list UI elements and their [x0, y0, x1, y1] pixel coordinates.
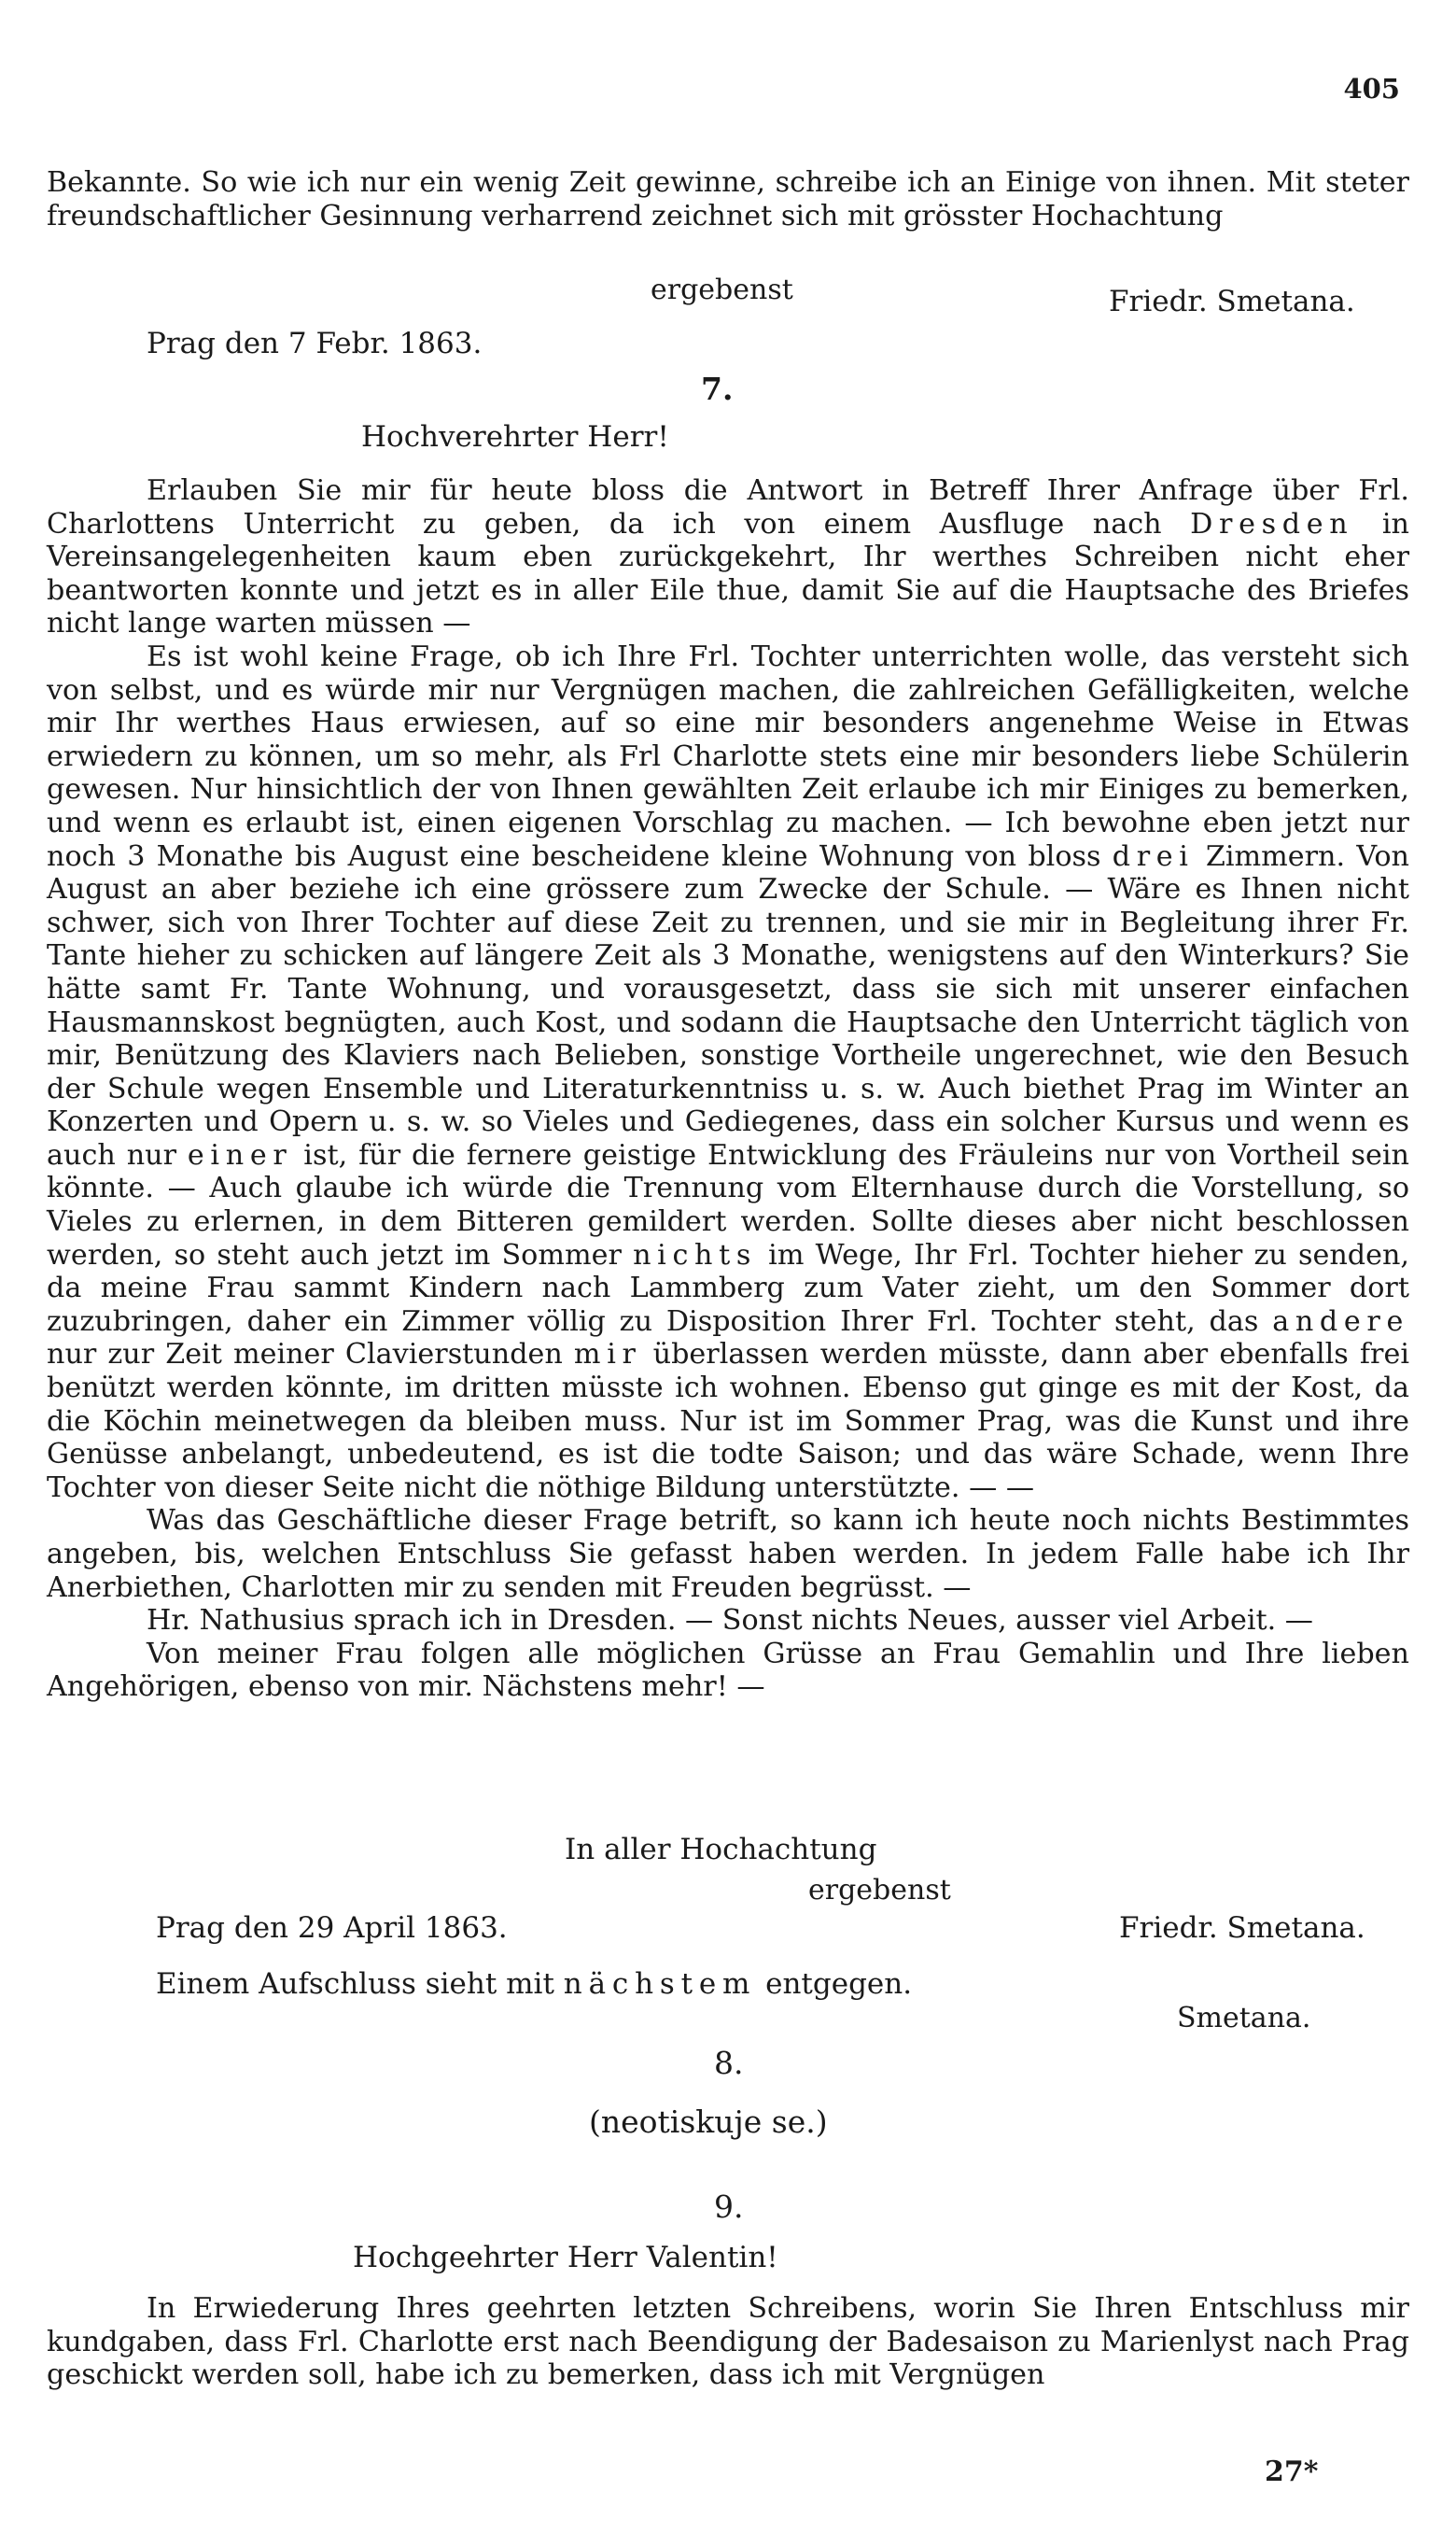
letter7-body: [47, 474, 1409, 1704]
letter7-p2-text-f: überlassen werden müsste, dann aber ebenfalls frei benützt werden könnte, im dritten müsste ich wohnen. Ebenso gut ginge es mit der Kost, da die Köchin meinetwegen da bleiben muss. Nur ist im Sommer Prag, was die Kunst und ihre Genüsse anbelangt, unbedeutend, es ist die todte Saison; und das wäre Schade, wenn Ihre Tochter von dieser Seite nicht die nöthige Bildung unterstützte. — —: [47, 1338, 1409, 1504]
letter7-p2-einer: einer: [187, 1138, 293, 1172]
letter7-ps-spaced: nächstem: [563, 1967, 757, 2001]
letter7-p2-text-d: im Wege, Ihr Frl. Tochter hieher zu senden, da meine Frau sammt Kindern nach Lammberg zum Vater zieht, um den Sommer dort zuzubringen, daher ein Zimmer völlig zu Disposition Ihrer Frl. Tochter steht, das: [47, 1238, 1409, 1338]
letter6-place-date: Prag den 7 Febr. 1863.: [147, 327, 483, 360]
letter7-closing: In aller Hochachtung: [565, 1833, 877, 1866]
letter7-paragraph-1: [47, 474, 1409, 640]
folio-mark: 27*: [1265, 2456, 1319, 2488]
letter7-paragraph-4: Hr. Nathusius sprach ich in Dresden. — Sonst nichts Neues, ausser viel Arbeit. —: [147, 1604, 1313, 1638]
letter7-postscript: [156, 1967, 912, 2001]
letter7-p1-dresden: Dresden: [1190, 507, 1354, 541]
letter6-signature: Friedr. Smetana.: [1109, 285, 1355, 318]
letter7-number: 7.: [701, 371, 734, 407]
letter7-salutation: Hochverehrter Herr!: [361, 420, 669, 454]
letter7-p2-text-a: Es ist wohl keine Frage, ob ich Ihre Frl. Tochter unterrichten wolle, das versteht sich von selbst, und es würde mir nur Vergnügen machen, die zahlreichen Gefälligkeiten, welche mir Ihr werthes Haus erwiesen, auf so eine mir besonders angenehme Weise in Etwas erwiedern zu können, um so mehr, als Frl Charlotte stets eine mir besonders liebe Schülerin gewesen. Nur hinsichtlich der von Ihnen gewählten Zeit erlaube ich mir Einiges zu bemerken, und wenn es erlaubt ist, einen eigenen Vorschlag zu machen. — Ich bewohne eben jetzt nur noch 3 Monathe bis August eine bescheidene kleine Wohnung von bloss: [47, 640, 1409, 873]
letter7-ergebenst: ergebenst: [808, 1874, 951, 1907]
letter6-closing: [47, 166, 1409, 232]
letter7-p1-text-a: Erlauben Sie mir für heute bloss die Antwort in Betreff Ihrer Anfrage über Frl. Charlottens Unterricht zu geben, da ich von einem Ausfluge nach: [47, 474, 1409, 541]
letter7-p2-text-e: nur zur Zeit meiner Clavierstunden: [47, 1338, 574, 1372]
letter9-paragraph-1: In Erwiederung Ihres geehrten letzten Schreibens, worin Sie Ihren Entschluss mir kundgaben, dass Frl. Charlotte erst nach Beendigung der Badesaison zu Marienlyst nach Prag geschickt werden soll, habe ich zu bemerken, dass ich mit Vergnügen: [47, 2292, 1409, 2392]
letter7-p2-text-b: Zimmern. Von August an aber beziehe ich eine grössere zum Zwecke der Schule. — Wäre es Ihnen nicht schwer, sich von Ihrer Tochter auf diese Zeit zu trennen, und sie mir in Begleitung ihrer Fr. Tante hieher zu schicken auf längere Zeit als 3 Monathe, wenigstens auf den Winterkurs? Sie hätte samt Fr. Tante Wohnung, und vorausgesetzt, dass sie sich mit unserer einfachen Hausmannskost begnügten, auch Kost, und sodann die Hauptsache den Unterricht täglich von mir, Benützung des Klaviers nach Belieben, sonstige Vortheile ungerechnet, wie den Besuch der Schule wegen Ensemble und Literaturkenntniss u. s. w. Auch biethet Prag im Winter an Konzerten und Opern u. s. w. so Vieles und Gediegenes, dass ein solcher Kursus und wenn es auch nur: [47, 839, 1409, 1172]
letter7-ps-signature: Smetana.: [1177, 2002, 1311, 2034]
letter7-p2-nichts: nichts: [633, 1238, 757, 1272]
letter8-number: 8.: [714, 2045, 744, 2081]
letter9-number: 9.: [714, 2188, 744, 2225]
letter7-p2-mir: mir: [573, 1338, 642, 1372]
letter7-ps-text-b: entgegen.: [756, 1967, 913, 2001]
letter7-place-date: Prag den 29 April 1863.: [156, 1911, 508, 1945]
letter7-paragraph-3: Was das Geschäftliche dieser Frage betrift, so kann ich heute noch nichts Bestimmtes angeben, bis, welchen Entschluss Sie gefasst haben werden. In jedem Falle habe ich Ihr Anerbiethen, Charlotten mir zu senden mit Freuden begrüsst. —: [47, 1504, 1409, 1604]
page-number: 405: [1343, 73, 1400, 105]
letter6-closing-paragraph: Bekannte. So wie ich nur ein wenig Zeit gewinne, schreibe ich an Einige von ihnen. Mit steter freundschaftlicher Gesinnung verharrend zeichnet sich mit grösster Hochachtung: [47, 166, 1409, 232]
letter7-p1-text-b: in Vereinsangelegenheiten kaum eben zurückgekehrt, Ihr werthes Schreiben nicht eher beantworten konnte und jetzt es in aller Eile thue, damit Sie auf die Hauptsache des Briefes nicht lange warten müssen —: [47, 507, 1410, 640]
letter7-paragraph-5: Von meiner Frau folgen alle möglichen Grüsse an Frau Gemahlin und Ihre lieben Angehörigen, ebenso von mir. Nächstens mehr! —: [47, 1637, 1409, 1704]
letter7-ps-text-a: Einem Aufschluss sieht mit: [156, 1967, 564, 2001]
letter7-signature: Friedr. Smetana.: [1119, 1911, 1365, 1945]
letter7-p2-drei: drei: [1112, 839, 1195, 873]
letter7-paragraph-2: [47, 640, 1409, 1504]
letter9-body: [47, 2292, 1409, 2392]
letter7-p2-andere: andere: [1272, 1304, 1409, 1338]
letter6-ergebenst: ergebenst: [651, 274, 793, 306]
letter9-salutation: Hochgeehrter Herr Valentin!: [353, 2241, 778, 2274]
letter7-p2-text-c: ist, für die fernere geistige Entwicklung des Fräuleins nur von Vortheil sein könnte. — Auch glaube ich würde die Trennung vom Elternhause durch die Vorstellung, so Vieles zu erlernen, in dem Bitteren gemildert werden. Sollte dieses aber nicht beschlossen werden, so steht auch jetzt im Sommer: [47, 1138, 1409, 1272]
letter8-note: (neotiskuje se.): [589, 2104, 828, 2140]
